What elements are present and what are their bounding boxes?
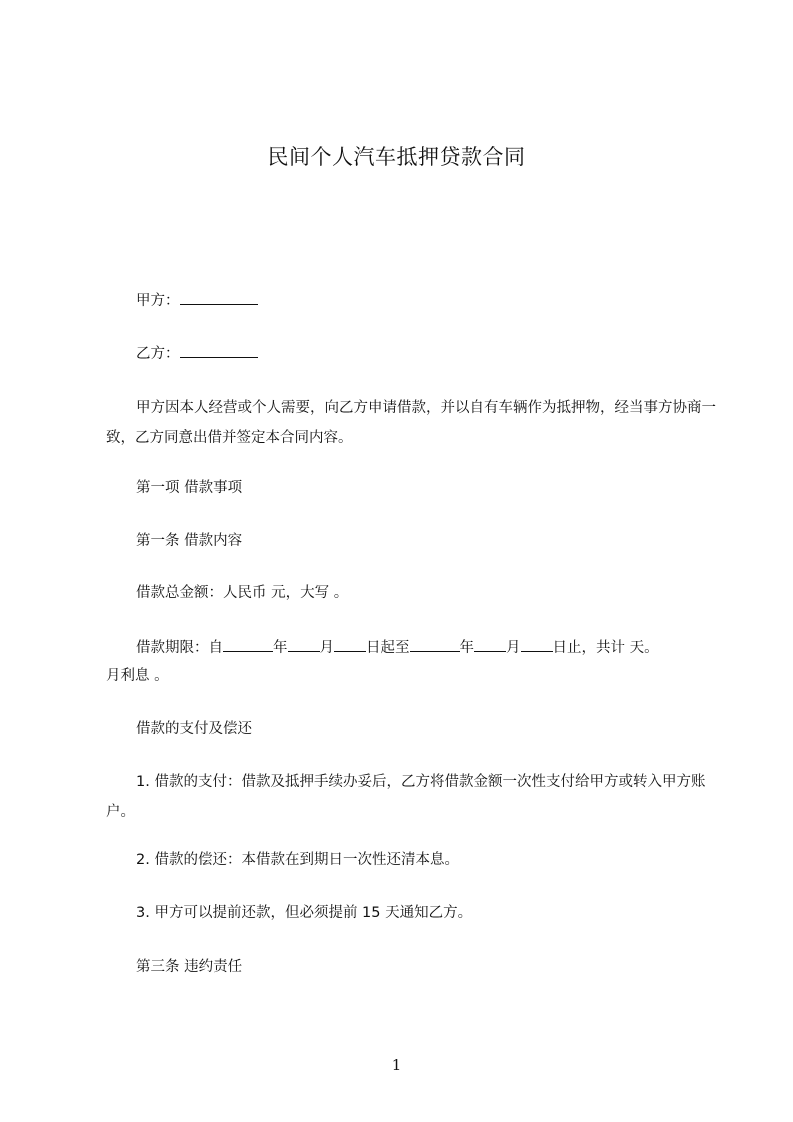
section-1-heading: 第一项 借款事项 xyxy=(136,480,243,496)
term-from-label: 借款期限：自 xyxy=(136,640,223,656)
start-day-blank xyxy=(334,637,366,652)
month-label-2: 月 xyxy=(506,640,521,656)
payment-heading: 借款的支付及偿还 xyxy=(136,721,252,737)
party-a-label: 甲方： xyxy=(136,293,180,309)
party-b-label: 乙方： xyxy=(136,346,180,362)
payment-item-1: 1. 借款的支付：借款及抵押手续办妥后，乙方将借款金额一次性支付给甲方或转入甲方账户。 xyxy=(106,774,706,820)
end-month-blank xyxy=(474,637,506,652)
start-year-blank xyxy=(223,637,273,652)
article-1-heading: 第一条 借款内容 xyxy=(136,533,243,549)
loan-term-line xyxy=(106,633,746,663)
document-title: 民间个人汽车抵押贷款合同 xyxy=(267,145,526,169)
end-day-blank xyxy=(521,637,553,652)
loan-amount-line: 借款总金额：人民币 元，大写 。 xyxy=(136,585,349,601)
payment-item-2: 2. 借款的偿还：本借款在到期日一次性还清本息。 xyxy=(136,852,459,868)
year-label-2: 年 xyxy=(459,640,474,656)
payment-item-3: 3. 甲方可以提前还款，但必须提前 15 天通知乙方。 xyxy=(136,905,473,921)
start-month-blank xyxy=(288,637,320,652)
month-label: 月 xyxy=(319,640,334,656)
party-b-blank xyxy=(180,343,258,358)
article-3-heading: 第三条 违约责任 xyxy=(136,959,243,975)
intro-paragraph: 甲方因本人经营或个人需要，向乙方申请借款，并以自有车辆作为抵押物，经当事方协商一致，乙方同意出借并签定本合同内容。 xyxy=(106,400,716,446)
page-number: 1 xyxy=(391,1056,402,1074)
party-a-line xyxy=(106,286,746,316)
day-end-label: 日止，共计 天。 xyxy=(552,640,659,656)
end-year-blank xyxy=(410,637,460,652)
monthly-interest-line: 月利息 。 xyxy=(106,668,169,684)
party-a-blank xyxy=(180,290,258,305)
party-b-line xyxy=(106,339,746,369)
year-label: 年 xyxy=(273,640,288,656)
day-from-to-label: 日起至 xyxy=(366,640,410,656)
